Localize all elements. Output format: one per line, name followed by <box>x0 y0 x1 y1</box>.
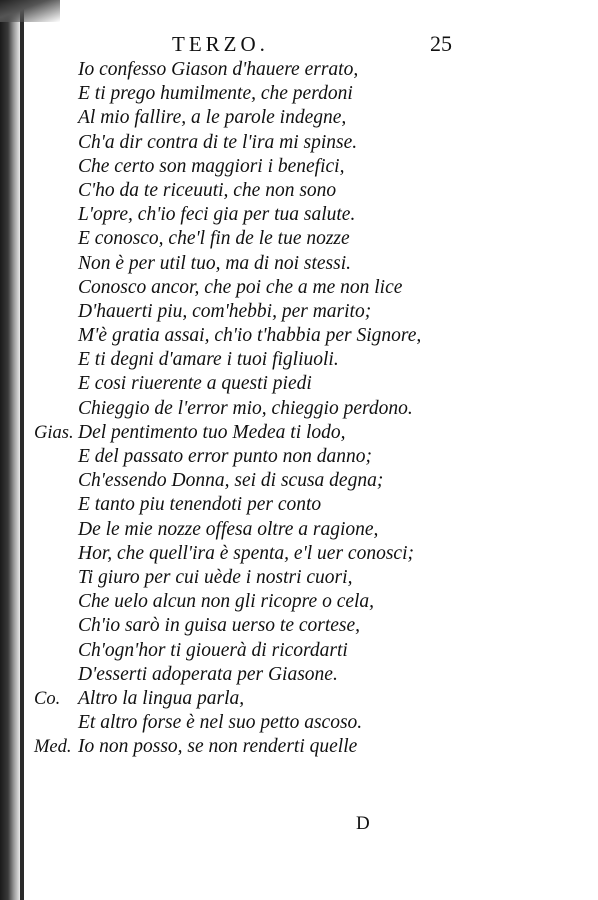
verse-line-text: E conosco, che'l fin de le tue nozze <box>78 228 350 250</box>
verse-line <box>0 155 598 179</box>
verse-line-text: Che uelo alcun non gli ricopre o cela, <box>78 591 375 613</box>
verse-line-text: Hor, che quell'ira è spenta, e'l uer conosci; <box>78 542 414 564</box>
verse-line-text: De le mie nozze offesa oltre a ragione, <box>78 518 379 540</box>
verse-line-text: Ch'a dir contra di te l'ira mi spinse. <box>78 131 358 153</box>
verse-line-text: E tanto piu tenendoti per conto <box>78 494 322 516</box>
verse-line-text: Non è per util tuo, ma di noi stessi. <box>78 252 351 274</box>
verse-line <box>0 58 598 82</box>
verse-line <box>0 82 598 106</box>
verse-line-text: E ti prego humilmente, che perdoni <box>78 83 353 105</box>
verse-line <box>0 735 598 759</box>
verse-line <box>0 469 598 493</box>
verse-line <box>0 687 598 711</box>
verse-line-text: Al mio fallire, a le parole indegne, <box>78 107 347 129</box>
verse-line-text: Ti giuro per cui uède i nostri cuori, <box>78 566 353 588</box>
verse-line-text: D'hauerti piu, com'hebbi, per marito; <box>78 300 372 322</box>
catchword-signature: D <box>356 813 370 834</box>
verse-line <box>0 614 598 638</box>
verse-line-text: Io non posso, se non renderti quelle <box>78 736 358 758</box>
verse-line-text: C'ho da te riceuuti, che non sono <box>78 179 337 201</box>
verse-line-text: L'opre, ch'io feci gia per tua salute. <box>78 204 356 226</box>
verse-line <box>0 276 598 300</box>
verse-line-text: Del pentimento tuo Medea ti lodo, <box>78 421 346 443</box>
verse-line <box>0 203 598 227</box>
verse-line-text: Che certo son maggiori i benefici, <box>78 155 345 177</box>
verse-line <box>0 131 598 155</box>
speaker-label: Gias. <box>34 422 74 443</box>
verse-line-text: Ch'ogn'hor ti giouerà di ricordarti <box>78 639 348 661</box>
verse-line-text: D'esserti adoperata per Giasone. <box>78 663 338 685</box>
verse-line <box>0 372 598 396</box>
verse-line <box>0 639 598 663</box>
corner-shadow <box>0 0 60 22</box>
running-title: TERZO. <box>172 32 269 56</box>
verse-line <box>0 179 598 203</box>
verse-line <box>0 445 598 469</box>
verse-line <box>0 518 598 542</box>
verse-line <box>0 421 598 445</box>
verse-line <box>0 711 598 735</box>
verse-line-text: Io confesso Giason d'hauere errato, <box>78 59 359 80</box>
verse-line <box>0 542 598 566</box>
speaker-label: Med. <box>34 737 72 758</box>
verse-line <box>0 252 598 276</box>
verse-line-text: E del passato error punto non danno; <box>78 446 372 467</box>
verse-line-text: E cosi riuerente a questi piedi <box>78 373 312 395</box>
verse-line <box>0 397 598 421</box>
page-number: 25 <box>430 31 452 56</box>
verse-text-block <box>0 58 598 759</box>
verse-line <box>0 227 598 251</box>
verse-line <box>0 566 598 590</box>
verse-line-text: Altro la lingua parla, <box>78 687 245 709</box>
speaker-label: Co. <box>34 688 61 709</box>
verse-line <box>0 300 598 324</box>
verse-line <box>0 493 598 517</box>
verse-line <box>0 324 598 348</box>
verse-line-text: Conosco ancor, che poi che a me non lice <box>78 276 403 298</box>
verse-line-text: Et altro forse è nel suo petto ascoso. <box>78 712 363 734</box>
verse-line-text: E ti degni d'amare i tuoi figliuoli. <box>78 349 339 371</box>
verse-line-text: Ch'io sarò in guisa uerso te cortese, <box>78 615 361 637</box>
verse-line <box>0 106 598 130</box>
verse-line-text: Chieggio de l'error mio, chieggio perdono. <box>78 397 413 419</box>
verse-line-text: Ch'essendo Donna, sei di scusa degna; <box>78 470 384 492</box>
verse-line <box>0 348 598 372</box>
verse-line <box>0 663 598 687</box>
verse-line <box>0 590 598 614</box>
verse-line-text: M'è gratia assai, ch'io t'habbia per Signore, <box>78 325 422 347</box>
